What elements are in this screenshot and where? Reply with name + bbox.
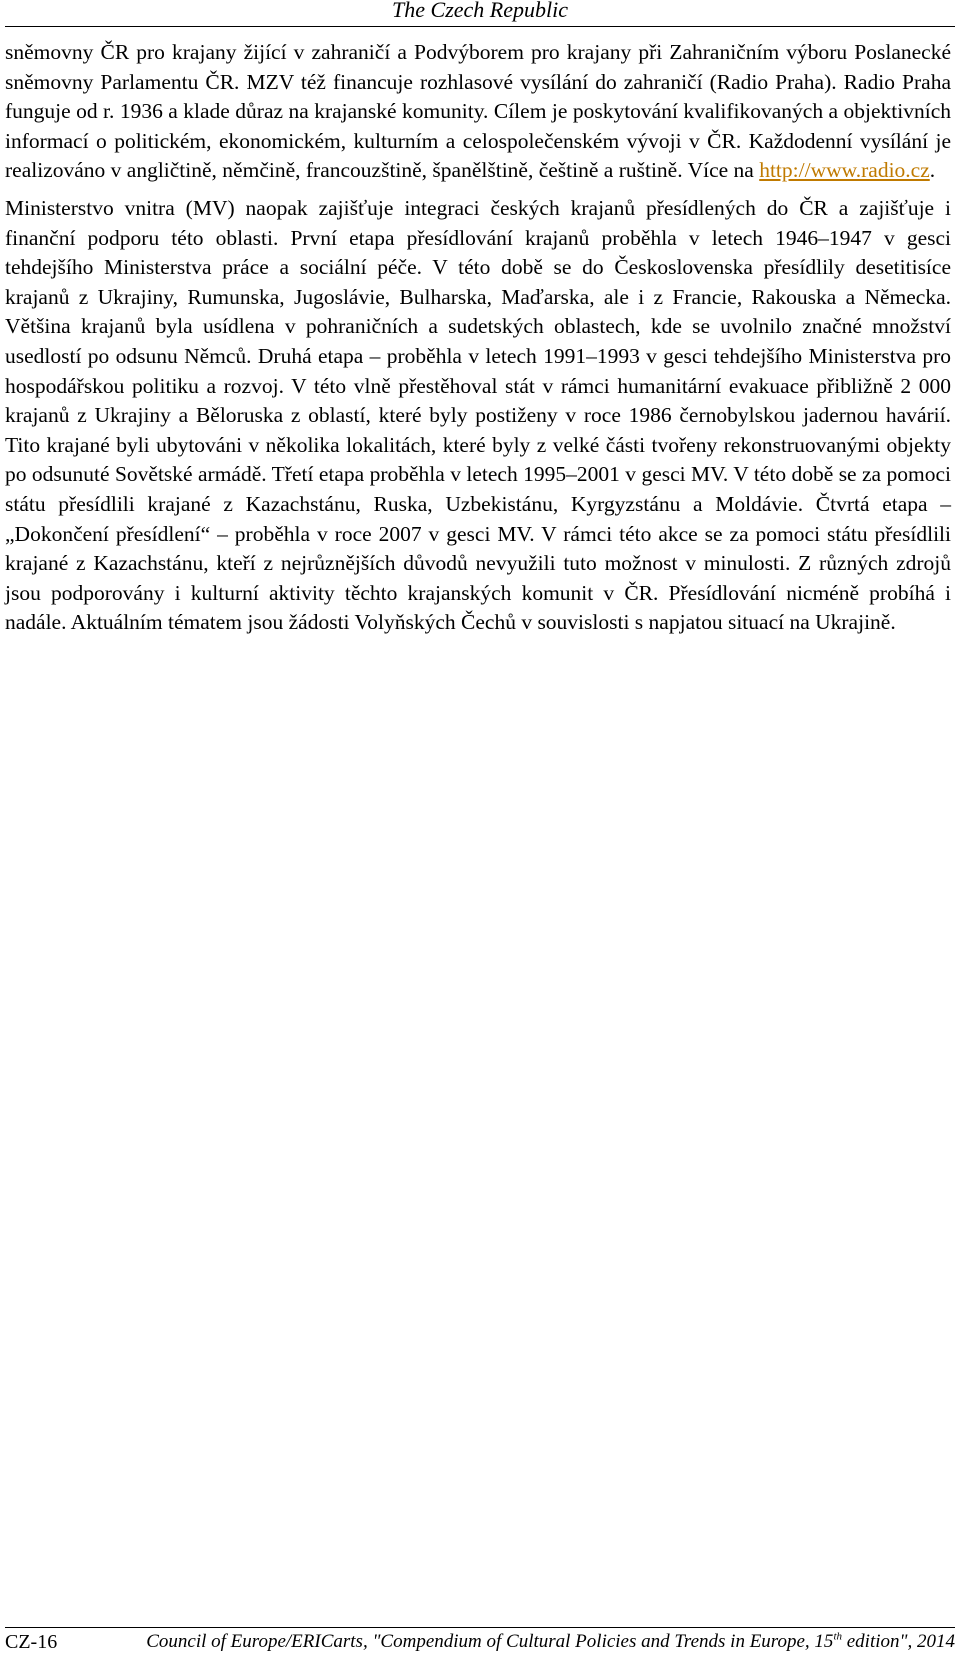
page-header: [5, 0, 955, 27]
paragraph-text-end: .: [929, 158, 936, 183]
header-title: The Czech Republic: [392, 0, 568, 22]
radio-cz-link[interactable]: http://www.radio.cz: [759, 158, 930, 183]
document-body: [5, 38, 951, 646]
paragraph-text: sněmovny ČR pro krajany žijící v zahraničí a Podvýborem pro krajany při Zahraničním výboru Poslanecké sněmovny Parlamentu ČR. MZV též financuje rozhlasové vysílání do zahraničí (Radio Praha). Radio Praha funguje od r. 1936 a klade důraz na krajanské komunity. Cílem je poskytování kvalifikovaných a objektivních informací o politickém, ekonomickém, kulturním a celospolečenském vývoji v ČR. Každodenní vysílání je realizováno v angličtině, němčině, francouzštině, španělštině, češtině a ruštině. Více na: [5, 40, 951, 183]
paragraph-ministry-interior: Ministerstvo vnitra (MV) naopak zajišťuje integraci českých krajanů přesídlených do ČR a zajišťuje i finanční podporu této oblasti. První etapa přesídlování krajanů proběhla v letech 1946–1947 v gesci tehdejšího Ministerstva práce a sociální péče. V této době se do Československa přesídlily desetitisíce krajanů z Ukrajiny, Rumunska, Jugoslávie, Bulharska, Maďarska, ale i z Francie, Rakouska a Německa. Většina krajanů byla usídlena v pohraničních a sudetských oblastech, kde se uvolnilo značné množství usedlostí po odsunu Němců. Druhá etapa – proběhla v letech 1991–1993 v gesci tehdejšího Ministerstva pro hospodářskou politiku a rozvoj. V této vlně přestěhoval stát v rámci humanitární evakuace přibližně 2 000 krajanů z Ukrajiny a Běloruska z oblastí, které byly postiženy v roce 1986 černobylskou jadernou havárií. Tito krajané byli ubytováni v několika lokalitách, které byly z velké části tvořeny rekonstruovanými objekty po odsunuté Sovětské armádě. Třetí etapa proběhla v letech 1995–2001 v gesci MV. V této době se za pomoci státu přesídlili krajané z Kazachstánu, Ruska, Uzbekistánu, Kyrgyzstánu a Moldávie. Čtvrtá etapa – „Dokončení přesídlení“ – proběhla v roce 2007 v gesci MV. V rámci této akce se za pomoci státu přesídlili krajané z Kazachstánu, kteří z nejrůznějších důvodů nevyužili tuto možnost v minulosti. Z různých zdrojů jsou podporovány i kulturní aktivity těchto krajanských komunit v ČR. Přesídlování nicméně probíhá i nadále. Aktuálním tématem jsou žádosti Volyňských Čechů v souvislosti s napjatou situací na Ukrajině.: [5, 195, 951, 635]
page-footer: [5, 1627, 955, 1654]
footer-credit-superscript: th: [833, 1630, 842, 1643]
footer-credit: [146, 1632, 955, 1652]
paragraph-radio-praha: [5, 38, 951, 186]
footer-credit-text: Council of Europe/ERICarts, "Compendium of Cultural Policies and Trends in Europe, 15: [146, 1631, 834, 1652]
footer-credit-text-end: edition", 2014: [842, 1631, 955, 1652]
page-number: CZ-16: [5, 1631, 58, 1653]
